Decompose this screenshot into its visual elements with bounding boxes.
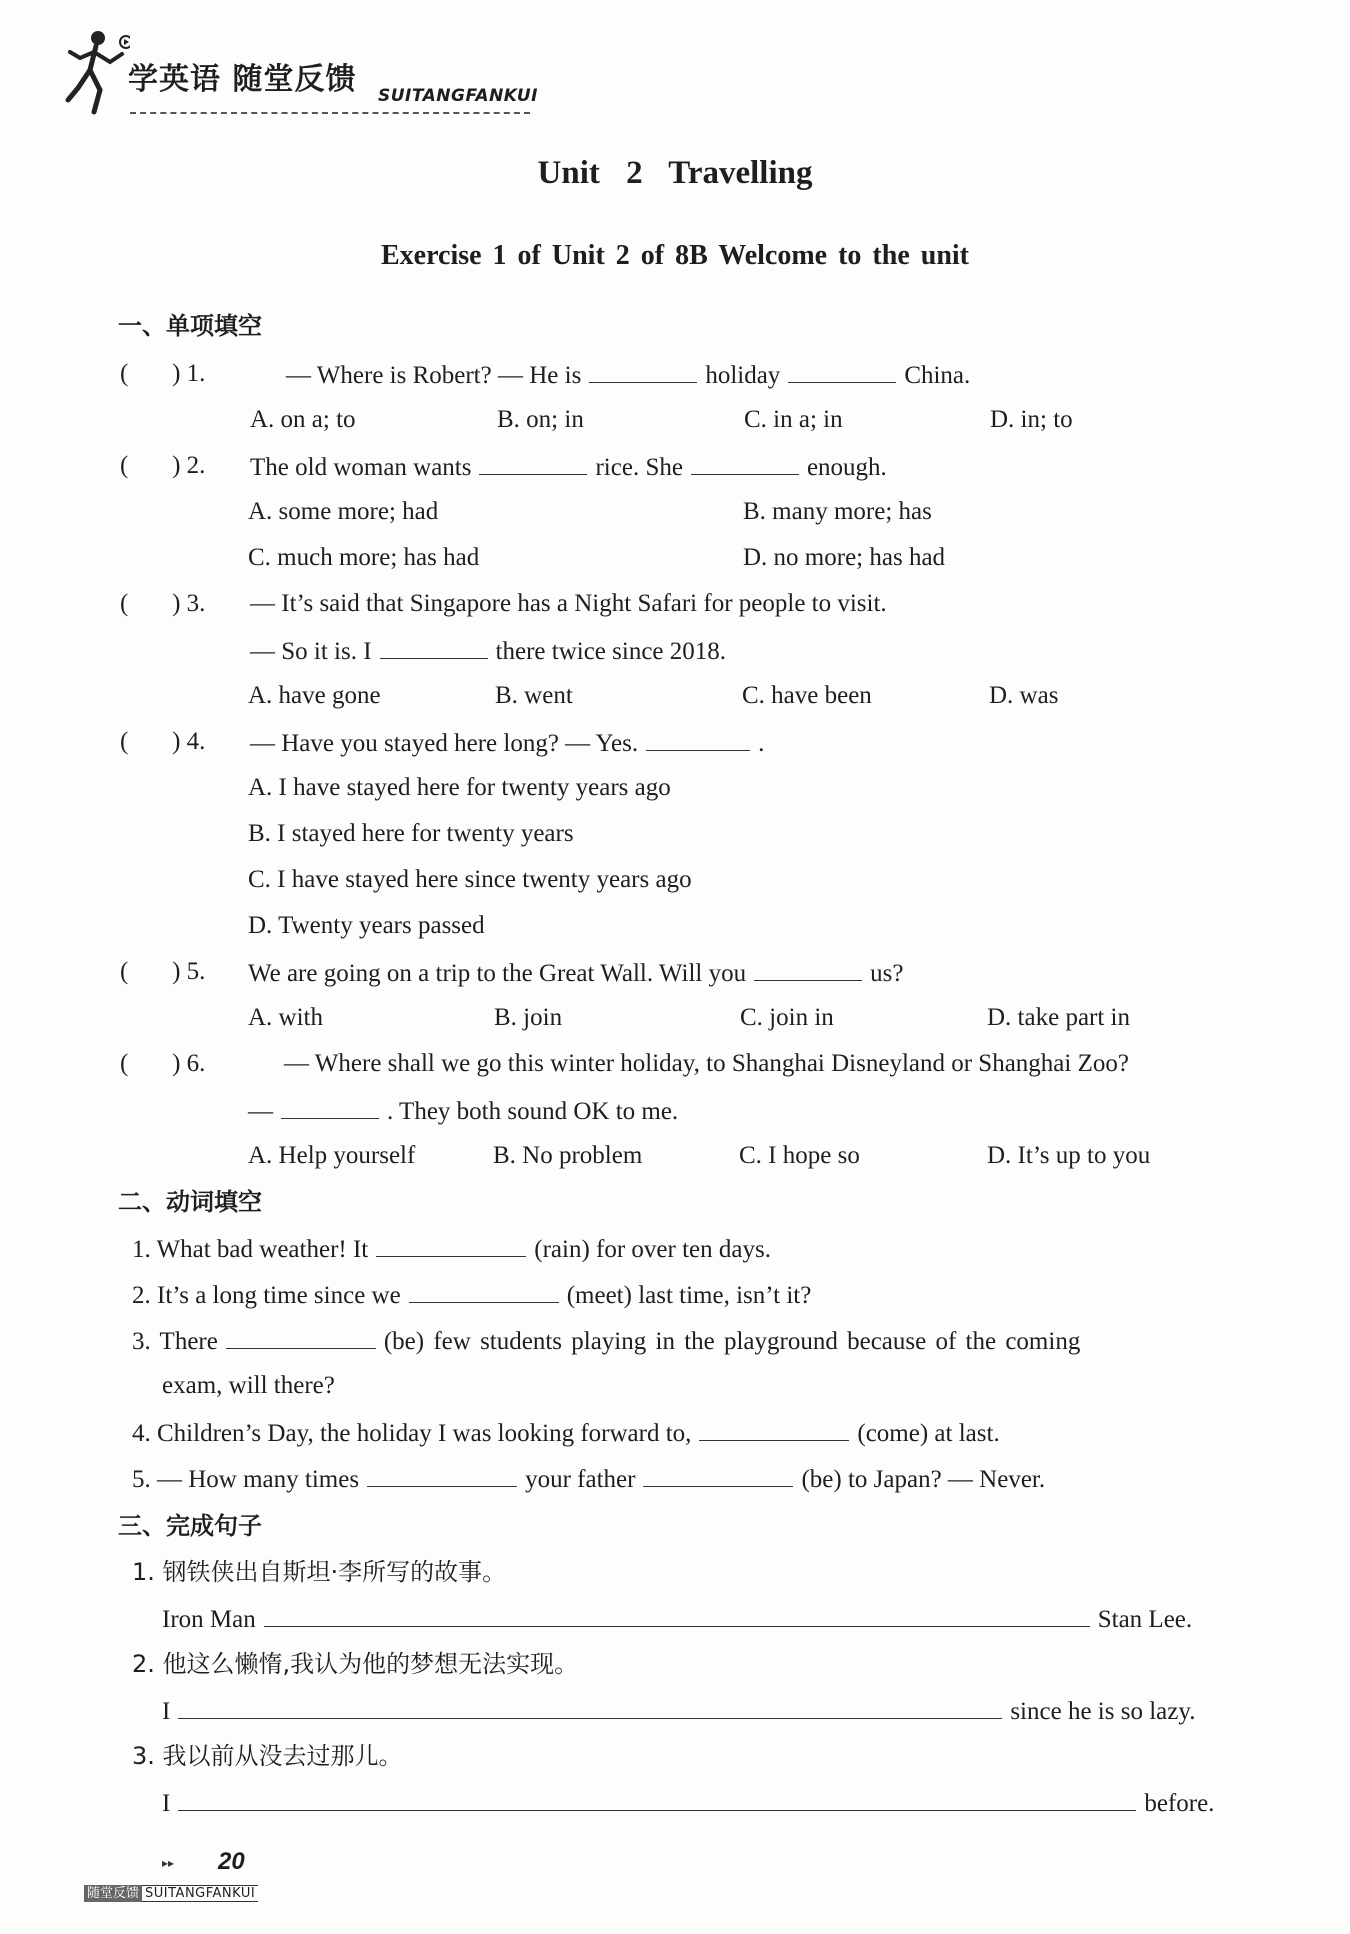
q4-option-b[interactable]: B. I stayed here for twenty years	[248, 820, 574, 847]
q6-option-c[interactable]: C. I hope so	[739, 1142, 860, 1169]
question-4: — Have you stayed here long? — Yes. .	[250, 726, 764, 760]
q4-option-d[interactable]: D. Twenty years passed	[248, 912, 485, 939]
footer-label-cn: 随堂反馈	[84, 1885, 142, 1902]
blank[interactable]	[646, 726, 750, 751]
answer-bracket-q1[interactable]: ( ) 1.	[120, 360, 206, 387]
q1-option-a[interactable]: A. on a; to	[250, 406, 356, 433]
q1-option-d[interactable]: D. in; to	[990, 406, 1073, 433]
question-2: The old woman wants rice. She enough.	[250, 450, 887, 484]
q1-option-b[interactable]: B. on; in	[497, 406, 584, 433]
double-arrow-icon: ▸▸	[162, 1856, 175, 1870]
blank[interactable]	[754, 956, 862, 981]
question-5: We are going on a trip to the Great Wall. Will you us?	[248, 956, 903, 990]
page-number: 20	[218, 1848, 245, 1875]
blank[interactable]	[376, 1232, 526, 1257]
verb-item-2: 2. It’s a long time since we (meet) last time, isn’t it?	[132, 1278, 811, 1312]
verb-item-4: 4. Children’s Day, the holiday I was looking forward to, (come) at last.	[132, 1416, 1000, 1450]
q3-option-a[interactable]: A. have gone	[248, 682, 381, 709]
question-number: ) 6.	[172, 1050, 206, 1077]
answer-line[interactable]	[178, 1786, 1136, 1811]
sentence-3-english: I before.	[162, 1786, 1214, 1820]
question-1: — Where is Robert? — He is holiday China.	[286, 358, 970, 392]
q2-option-c[interactable]: C. much more; has had	[248, 544, 480, 571]
q3-option-c[interactable]: C. have been	[742, 682, 872, 709]
question-number: ) 5.	[172, 958, 206, 985]
question-number: ) 3.	[172, 590, 206, 617]
section1-heading: 一、单项填空	[118, 312, 262, 340]
blank[interactable]	[409, 1278, 559, 1303]
answer-bracket-q4[interactable]: ( ) 4.	[120, 728, 206, 755]
brand-english: SUITANGFANKUI	[378, 86, 538, 106]
question-6-line-1: — Where shall we go this winter holiday, to Shanghai Disneyland or Shanghai Zoo?	[284, 1050, 1129, 1077]
answer-line[interactable]	[178, 1694, 1002, 1719]
blank[interactable]	[699, 1416, 849, 1441]
blank[interactable]	[691, 450, 799, 475]
header-divider	[130, 112, 530, 114]
blank[interactable]	[788, 358, 896, 383]
q6-option-a[interactable]: A. Help yourself	[248, 1142, 416, 1169]
q3-option-d[interactable]: D. was	[989, 682, 1059, 709]
q4-option-c[interactable]: C. I have stayed here since twenty years ago	[248, 866, 692, 893]
blank[interactable]	[589, 358, 697, 383]
runner-icon	[60, 28, 130, 124]
question-3-line-2: — So it is. I there twice since 2018.	[250, 634, 726, 668]
answer-line[interactable]	[264, 1602, 1090, 1627]
q6-option-d[interactable]: D. It’s up to you	[987, 1142, 1151, 1169]
q2-option-d[interactable]: D. no more; has had	[743, 544, 946, 571]
blank[interactable]	[479, 450, 587, 475]
answer-bracket-q3[interactable]: ( ) 3.	[120, 590, 206, 617]
exercise-title: Exercise 1 of Unit 2 of 8B Welcome to the unit	[380, 240, 969, 271]
verb-item-1: 1. What bad weather! It (rain) for over ten days.	[132, 1232, 771, 1266]
q5-option-d[interactable]: D. take part in	[987, 1004, 1131, 1031]
q5-option-c[interactable]: C. join in	[740, 1004, 834, 1031]
section3-heading: 三、完成句子	[118, 1512, 262, 1540]
answer-bracket-q6[interactable]: ( ) 6.	[120, 1050, 206, 1077]
question-number: ) 1.	[172, 360, 206, 387]
header-logo	[60, 28, 580, 128]
q4-option-a[interactable]: A. I have stayed here for twenty years ago	[248, 774, 671, 801]
blank[interactable]	[643, 1462, 793, 1487]
sentence-1-chinese: 1. 钢铁侠出自斯坦·李所写的故事。	[132, 1558, 507, 1586]
sentence-2-english: I since he is so lazy.	[162, 1694, 1195, 1728]
q6-option-b[interactable]: B. No problem	[493, 1142, 643, 1169]
verb-item-3: 3. There (be) few students playing in the playground because of the coming	[132, 1324, 1080, 1358]
footer-label	[84, 1882, 258, 1902]
blank[interactable]	[281, 1094, 379, 1119]
blank[interactable]	[226, 1324, 376, 1349]
blank[interactable]	[367, 1462, 517, 1487]
sentence-3-chinese: 3. 我以前从没去过那儿。	[132, 1742, 403, 1770]
q5-option-a[interactable]: A. with	[248, 1004, 323, 1031]
q3-option-b[interactable]: B. went	[495, 682, 573, 709]
question-6-line-2: — . They both sound OK to me.	[248, 1094, 678, 1128]
q2-option-b[interactable]: B. many more; has	[743, 498, 932, 525]
question-number: ) 4.	[172, 728, 206, 755]
question-number: ) 2.	[172, 452, 206, 479]
q1-option-c[interactable]: C. in a; in	[744, 406, 843, 433]
blank[interactable]	[380, 634, 488, 659]
answer-bracket-q5[interactable]: ( ) 5.	[120, 958, 206, 985]
question-3-line-1: — It’s said that Singapore has a Night Safari for people to visit.	[250, 590, 887, 617]
answer-bracket-q2[interactable]: ( ) 2.	[120, 452, 206, 479]
q5-option-b[interactable]: B. join	[494, 1004, 563, 1031]
brand-chinese: 学英语 随堂反馈	[128, 62, 357, 97]
footer-label-en: SUITANGFANKUI	[142, 1885, 258, 1902]
q2-option-a[interactable]: A. some more; had	[248, 498, 439, 525]
verb-item-5: 5. — How many times your father (be) to Japan? — Never.	[132, 1462, 1045, 1496]
unit-title: Unit 2 Travelling	[537, 155, 813, 191]
verb-item-3-cont: exam, will there?	[162, 1372, 335, 1399]
sentence-1-english: Iron Man Stan Lee.	[162, 1602, 1192, 1636]
section2-heading: 二、动词填空	[118, 1188, 262, 1216]
sentence-2-chinese: 2. 他这么懒惰,我认为他的梦想无法实现。	[132, 1650, 579, 1678]
